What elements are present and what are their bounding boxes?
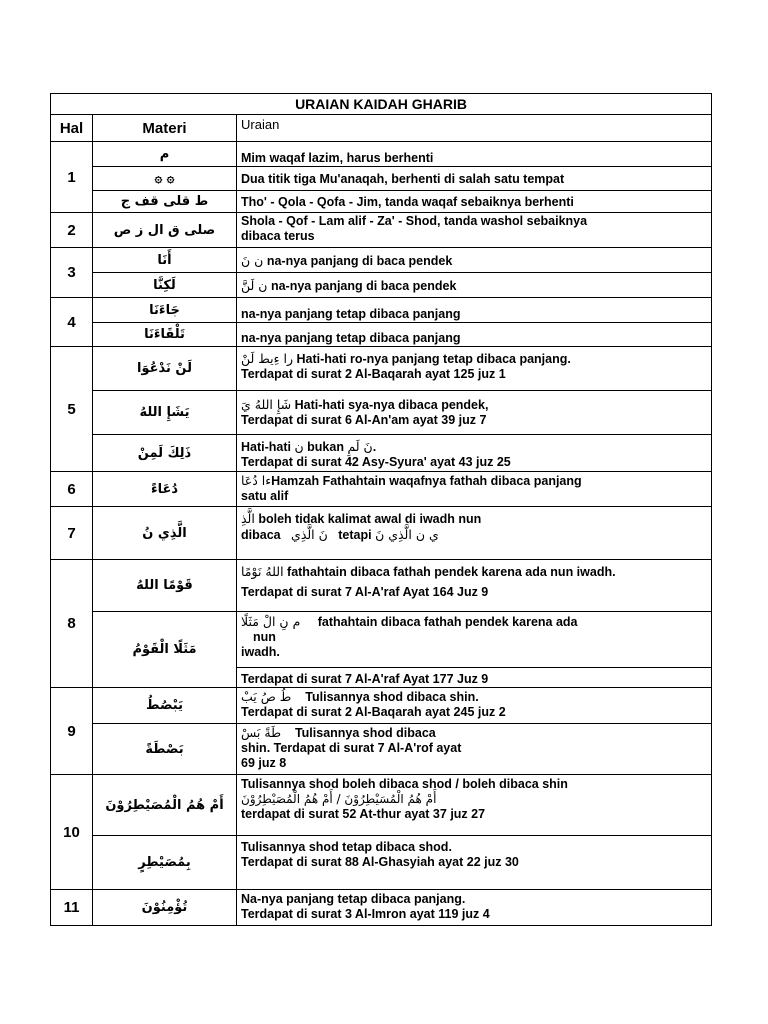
table-row [51,273,712,298]
materi-cell: بَصْطَةً [93,724,237,775]
table-row [51,507,712,560]
materi-cell: صلى ق ال ز ص [93,213,237,248]
table-row [51,724,712,775]
hal-cell: 11 [51,890,93,926]
materi-cell: تُؤْمِنُوْنَ [93,890,237,926]
header-row [51,115,712,142]
hal-cell: 3 [51,248,93,298]
materi-cell: تَلْقَاءَنَا [93,323,237,347]
arabic-snippet: شَإِ اللهُ يَ [241,397,292,412]
uraian-cell: Dua titik tiga Mu'anaqah, berhenti di salah satu tempat [237,167,712,191]
table-row [51,191,712,213]
title-row [51,94,712,115]
table-row [51,323,712,347]
materi-cell: مَثَلًا الْقَوْمُ [93,612,237,688]
table-row [51,435,712,472]
table-row [51,775,712,836]
uraian-cell: Tulisannya shod tetap dibaca shod. Terdapat di surat 88 Al-Ghasyiah ayat 22 juz 30 [237,836,712,890]
hal-cell: 9 [51,688,93,775]
uraian-cell: ءا دُعَاHamzah Fathahtain waqafnya fathah dibaca panjang satu alif [237,472,712,507]
hal-cell: 2 [51,213,93,248]
header-hal: Hal [51,115,93,142]
uraian-cell: الَّذِ boleh tidak kalimat awal di iwadh nun dibaca نَ الَّذِي tetapi ي ن الَّذِي نَ [237,507,712,560]
table-row [51,612,712,668]
table-row [51,560,712,612]
materi-cell: م [93,142,237,167]
table-row [51,836,712,890]
materi-cell: ذَلِكَ لَمِنْ [93,435,237,472]
table-title: URAIAN KAIDAH GHARIB [51,94,712,115]
uraian-cell: Terdapat di surat 7 Al-A'raf Ayat 177 Juz 9 [237,668,712,688]
table-row [51,391,712,435]
uraian-cell: Hati-hati ن bukan نَ لَمِ. Terdapat di surat 42 Asy-Syura' ayat 43 juz 25 [237,435,712,472]
uraian-cell: م نِ الْ مَثَلًا fathahtain dibaca fathah pendek karena ada nun iwadh. [237,612,712,668]
arabic-snippet: طُ صُ يَبْ [241,689,292,704]
uraian-cell: na-nya panjang tetap dibaca panjang [237,323,712,347]
hal-cell: 4 [51,298,93,347]
materi-cell: بِمُصَيْطِرٍ [93,836,237,890]
uraian-cell: را ءِيط لَنْ Hati-hati ro-nya panjang tetap dibaca panjang. Terdapat di surat 2 Al-Baqarah ayat 125 juz 1 [237,347,712,391]
arabic-snippet: طَةً بَسْ [241,725,282,740]
materi-cell: قَوْمًا اللهُ [93,560,237,612]
table-row [51,890,712,926]
table-row [51,688,712,724]
arabic-snippet: ن نَ [241,252,264,268]
table-row [51,298,712,323]
table-row [51,213,712,248]
materi-cell: الَّذِي نُ [93,507,237,560]
materi-cell: دُعَاءً [93,472,237,507]
materi-cell: يَبْصُطُ [93,688,237,724]
uraian-cell: Tho' - Qola - Qofa - Jim, tanda waqaf sebaiknya berhenti [237,191,712,213]
table-row [51,248,712,273]
arabic-snippet: م نِ الْ مَثَلًا [241,614,301,629]
table-row [51,167,712,191]
uraian-cell: اللهُ نَوْمًا fathahtain dibaca fathah pendek karena ada nun iwadh. Terdapat di surat 7 Al-A'raf Ayat 164 Juz 9 [237,560,712,612]
materi-cell: جَاءَنَا [93,298,237,323]
table-row [51,142,712,167]
hal-cell: 7 [51,507,93,560]
materi-cell: لَكِنَّا [93,273,237,298]
header-uraian: Uraian [237,115,712,142]
gharib-table-sheet [50,93,711,926]
uraian-cell: Na-nya panjang tetap dibaca panjang. Terdapat di surat 3 Al-Imron ayat 119 juz 4 [237,890,712,926]
arabic-snippet: ن لَنَّ [241,277,268,293]
hal-cell: 1 [51,142,93,213]
materi-cell: أَنَا [93,248,237,273]
header-materi: Materi [93,115,237,142]
arabic-snippet: را ءِيط لَنْ [241,351,294,366]
uraian-cell: طَةً بَسْ Tulisannya shod dibaca shin. Terdapat di surat 7 Al-A'rof ayat 69 juz 8 [237,724,712,775]
uraian-cell: Mim waqaf lazim, harus berhenti [237,142,712,167]
table-row [51,472,712,507]
table-row [51,347,712,391]
materi-cell: ۞ ۞ [93,167,237,191]
materi-cell: أَمْ هُمُ الْمُصَيْطِرُوْنَ [93,775,237,836]
arabic-snippet: ءا دُعَا [241,473,272,488]
uraian-cell: na-nya panjang tetap dibaca panjang [237,298,712,323]
uraian-cell: Tulisannya shod boleh dibaca shod / boleh dibaca shin أَمْ هُمُ الْمُسَيْطِرُوْنَ / أَمْ هُمُ الْمُصَيْطِرُوْنَ terdapat di surat 52 At-thur ayat 37 juz 27 [237,775,712,836]
uraian-cell: ن لَنَّ na-nya panjang di baca pendek [237,273,712,298]
uraian-cell: شَإِ اللهُ يَ Hati-hati sya-nya dibaca pendek, Terdapat di surat 6 Al-An'am ayat 39 juz 7 [237,391,712,435]
gharib-table [50,93,712,926]
hal-cell: 10 [51,775,93,890]
uraian-cell: Shola - Qof - Lam alif - Za' - Shod, tanda washol sebaiknya dibaca terus [237,213,712,248]
hal-cell: 5 [51,347,93,472]
materi-cell: ط قلى قف ج [93,191,237,213]
uraian-cell: طُ صُ يَبْ Tulisannya shod dibaca shin. Terdapat di surat 2 Al-Baqarah ayat 245 juz 2 [237,688,712,724]
uraian-cell: ن نَ na-nya panjang di baca pendek [237,248,712,273]
materi-cell: لَنْ نَدْعُوَا [93,347,237,391]
arabic-snippet: اللهُ نَوْمًا [241,564,284,579]
hal-cell: 8 [51,560,93,688]
hal-cell: 6 [51,472,93,507]
materi-cell: يَشَإِ اللهُ [93,391,237,435]
